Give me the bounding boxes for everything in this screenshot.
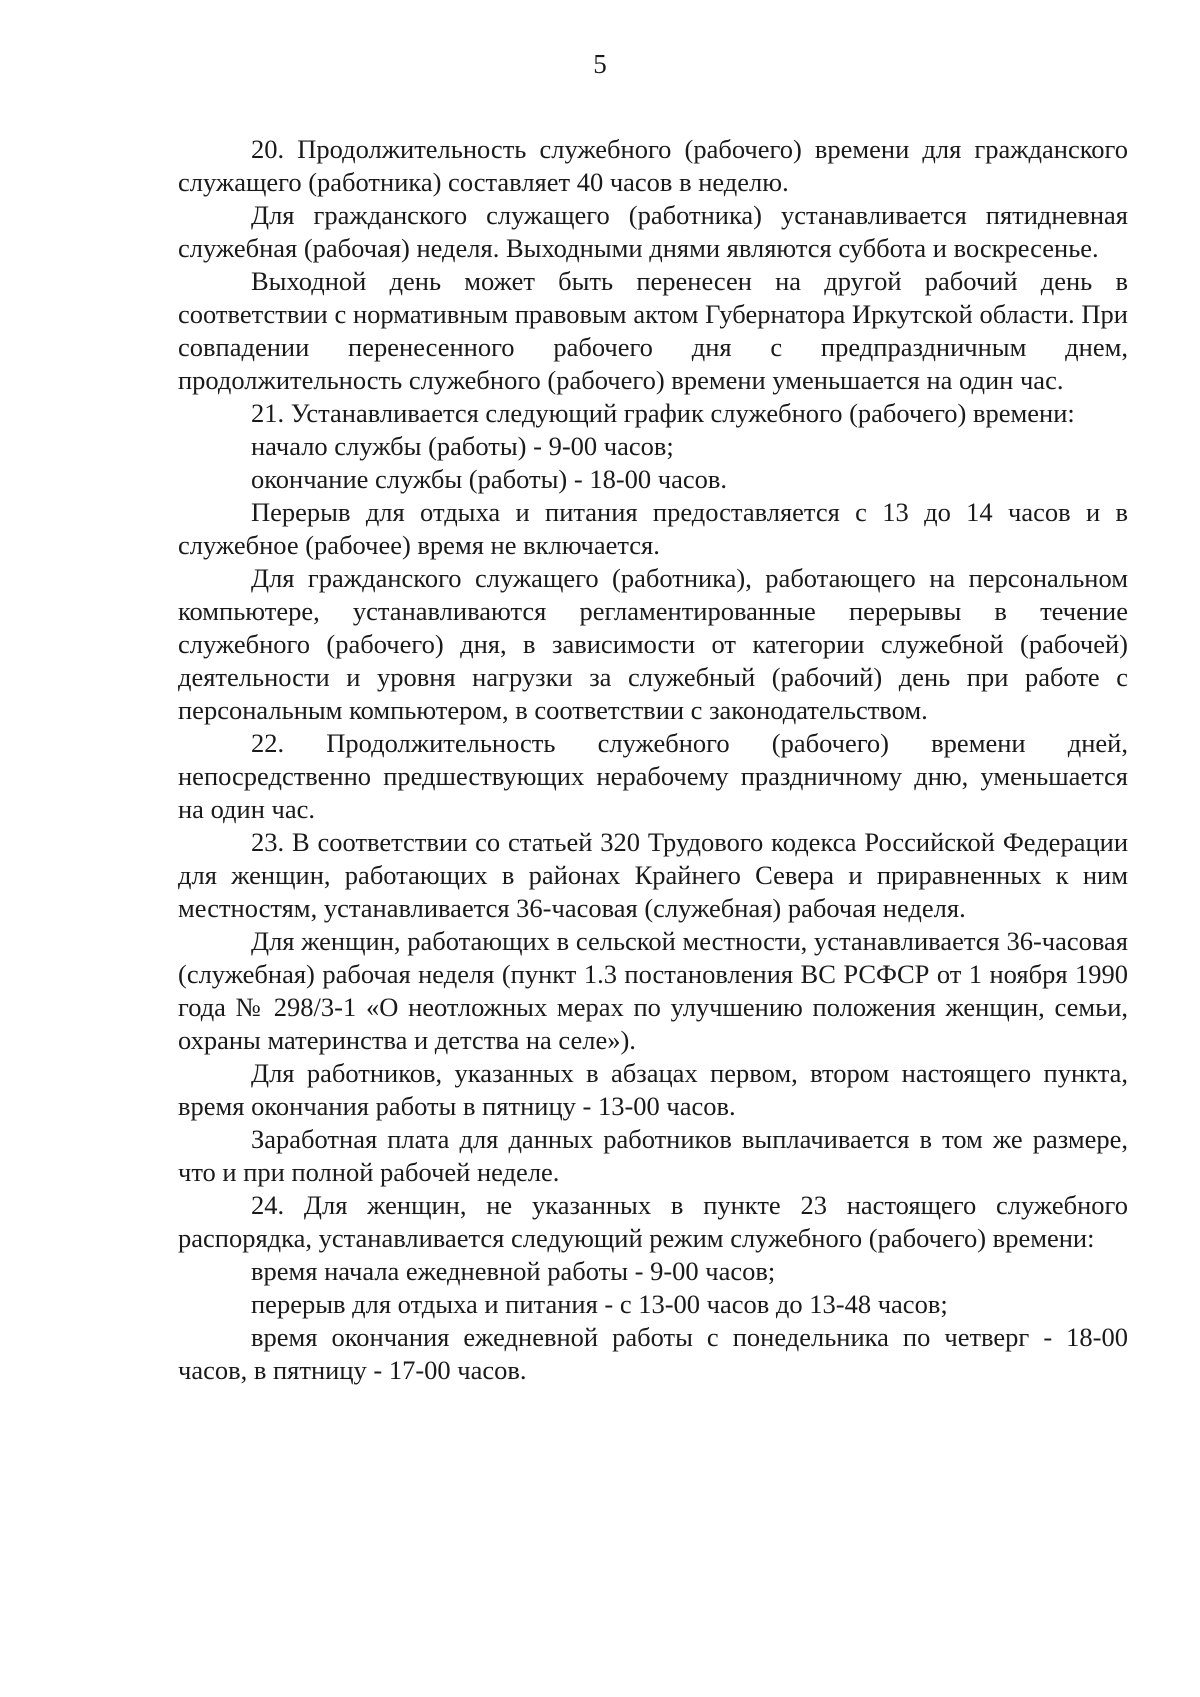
paragraph-rural-women: Для женщин, работающих в сельской местности, устанавливается 36-часовая (служебная) рабочая неделя (пункт 1.3 постановления ВС РСФСР от 1 ноября 1990 года № 298/3-1 «О неотложных мерах по улучшению положения женщин, семьи, охраны материнства и детства на селе»).	[178, 926, 1128, 1055]
paragraph-20-duration: 20. Продолжительность служебного (рабочего) времени для гражданского служащего (работника) составляет 40 часов в неделю.	[178, 134, 1128, 197]
paragraph-salary: Заработная плата для данных работников выплачивается в том же размере, что и при полной рабочей неделе.	[178, 1124, 1128, 1187]
paragraph-22-pre-holiday: 22. Продолжительность служебного (рабочего) времени дней, непосредственно предшествующих нерабочему праздничному дню, уменьшается на один час.	[178, 728, 1128, 824]
page-number: 5	[593, 49, 607, 79]
paragraph-21-schedule: 21. Устанавливается следующий график служебного (рабочего) времени:	[251, 398, 1075, 428]
paragraph-day-off-transfer: Выходной день может быть перенесен на другой рабочий день в соответствии с нормативным правовым актом Губернатора Иркутской области. При совпадении перенесенного рабочего дня с предпраздничным днем, продолжительность служебного (рабочего) времени уменьшается на один час.	[178, 266, 1128, 395]
document-body	[178, 133, 1128, 1387]
paragraph-daily-break: перерыв для отдыха и питания - с 13-00 часов до 13-48 часов;	[251, 1289, 948, 1319]
paragraph-24-women-regime: 24. Для женщин, не указанных в пункте 23 настоящего служебного распорядка, устанавливается следующий режим служебного (рабочего) времени:	[178, 1190, 1128, 1253]
paragraph-five-day-week: Для гражданского служащего (работника) устанавливается пятидневная служебная (рабочая) неделя. Выходными днями являются суббота и воскресенье.	[178, 200, 1128, 263]
paragraph-daily-start: время начала ежедневной работы - 9-00 часов;	[251, 1256, 776, 1286]
paragraph-friday-end: Для работников, указанных в абзацах первом, втором настоящего пункта, время окончания работы в пятницу - 13-00 часов.	[178, 1058, 1128, 1121]
paragraph-lunch-break: Перерыв для отдыха и питания предоставляется с 13 до 14 часов и в служебное (рабочее) время не включается.	[178, 497, 1128, 560]
paragraph-daily-end: время окончания ежедневной работы с понедельника по четверг - 18-00 часов, в пятницу - 17-00 часов.	[178, 1322, 1128, 1385]
paragraph-start-time: начало службы (работы) - 9-00 часов;	[251, 431, 674, 461]
paragraph-computer-breaks: Для гражданского служащего (работника), работающего на персональном компьютере, устанавливаются регламентированные перерывы в течение служебного (рабочего) дня, в зависимости от категории служебной (рабочей) деятельности и уровня нагрузки за служебный (рабочий) день при работе с персональным компьютером, в соответствии с законодательством.	[178, 563, 1128, 725]
paragraph-end-time: окончание службы (работы) - 18-00 часов.	[251, 464, 728, 494]
paragraph-23-far-north: 23. В соответствии со статьей 320 Трудового кодекса Российской Федерации для женщин, работающих в районах Крайнего Севера и приравненных к ним местностям, устанавливается 36-часовая (служебная) рабочая неделя.	[178, 827, 1128, 923]
